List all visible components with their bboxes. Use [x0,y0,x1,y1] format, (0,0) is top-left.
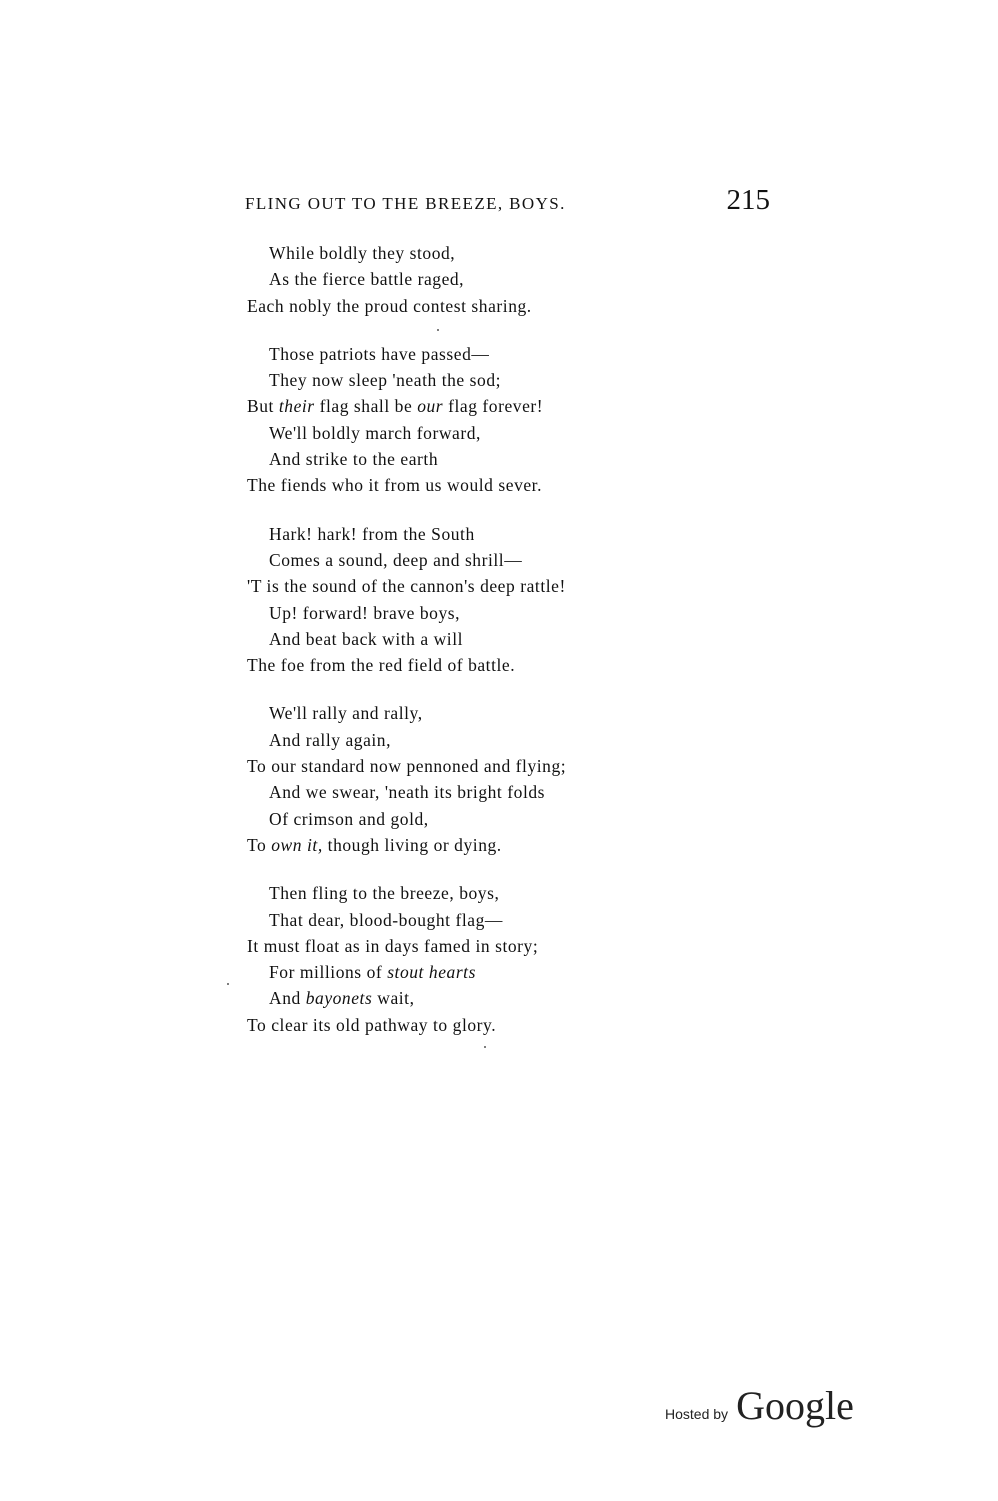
line-text: And strike to the earth [269,449,439,470]
poem-line [247,727,727,753]
line-text: The fiends who it from us would sever. [247,475,543,496]
poem-line [247,341,727,367]
line-text: While boldly they stood, [269,243,456,263]
poem-line [247,293,727,319]
poem-line [247,446,727,472]
line-text: To clear its old pathway to glory. [247,1014,497,1035]
line-text: The foe from the red field of battle. [247,655,516,676]
line-text: wait, [372,988,415,1009]
poem-line [247,547,727,573]
hosted-by-google-watermark [665,1382,854,1432]
line-text: It must float as in days famed in story; [247,935,539,956]
stanza [247,700,727,858]
line-text: Those patriots have passed— [269,343,490,364]
hosted-by-label: Hosted by [665,1406,729,1422]
stanza [247,880,727,1038]
poem-line [247,880,727,906]
line-text: And [269,988,306,1009]
poem-line [247,779,727,805]
line-text: And we swear, 'neath its bright folds [269,782,546,803]
line-text: though living or dying. [322,834,502,855]
poem-line [247,420,727,446]
poem-line [247,472,727,498]
poem-line [247,832,727,858]
print-speck [484,1046,486,1048]
line-text: To [247,834,272,855]
line-text: We'll boldly march forward, [269,422,481,443]
poem-line [247,985,727,1011]
poem-line [247,573,727,599]
stanza [247,240,727,319]
page-number: 215 [726,184,770,216]
poem-line [247,907,727,933]
italic-text: our [417,396,444,417]
line-text: Each nobly the proud contest sharing. [247,295,532,316]
poem-line [247,266,727,292]
line-text: To our standard now pennoned and flying; [247,756,567,777]
italic-text: own it, [271,834,323,855]
line-text: Up! forward! brave boys, [269,602,461,623]
line-text: 'T is the sound of the cannon's deep rattle! [247,576,566,597]
stanza [247,341,727,499]
italic-text: stout hearts [387,962,476,983]
poem-line [247,367,727,393]
line-text: flag shall be [314,396,418,417]
poem-line [247,933,727,959]
print-speck [227,983,229,985]
line-text: We'll rally and rally, [269,703,423,724]
running-title: FLING OUT TO THE BREEZE, BOYS. [245,194,566,213]
line-text: Comes a sound, deep and shrill— [269,549,523,570]
line-text: But [247,396,279,417]
line-text: And beat back with a will [269,628,464,649]
line-text: That dear, blood-bought flag— [269,909,503,930]
italic-text: their [278,396,315,417]
print-speck [437,329,439,331]
poem-line [247,806,727,832]
poem-line [247,700,727,726]
line-text: Hark! hark! from the South [269,523,475,544]
poem-line [247,753,727,779]
line-text: flag forever! [443,396,544,417]
poem-line [247,1012,727,1038]
poem-line [247,521,727,547]
google-logo: Google [736,1383,854,1428]
line-text: And rally again, [269,729,392,750]
line-text: Of crimson and gold, [269,808,429,829]
poem-line [247,652,727,678]
poem-line [247,600,727,626]
poem-line [247,626,727,652]
line-text: For millions of [269,962,388,983]
poem-line [247,393,727,419]
poem-line [247,959,727,985]
poem-line [247,240,727,266]
poem-body [247,240,727,1060]
line-text: They now sleep 'neath the sod; [269,370,502,391]
running-head [245,184,770,220]
line-text: Then fling to the breeze, boys, [269,883,500,904]
stanza [247,521,727,679]
italic-text: bayonets [305,988,373,1009]
line-text: As the fierce battle raged, [269,269,465,290]
